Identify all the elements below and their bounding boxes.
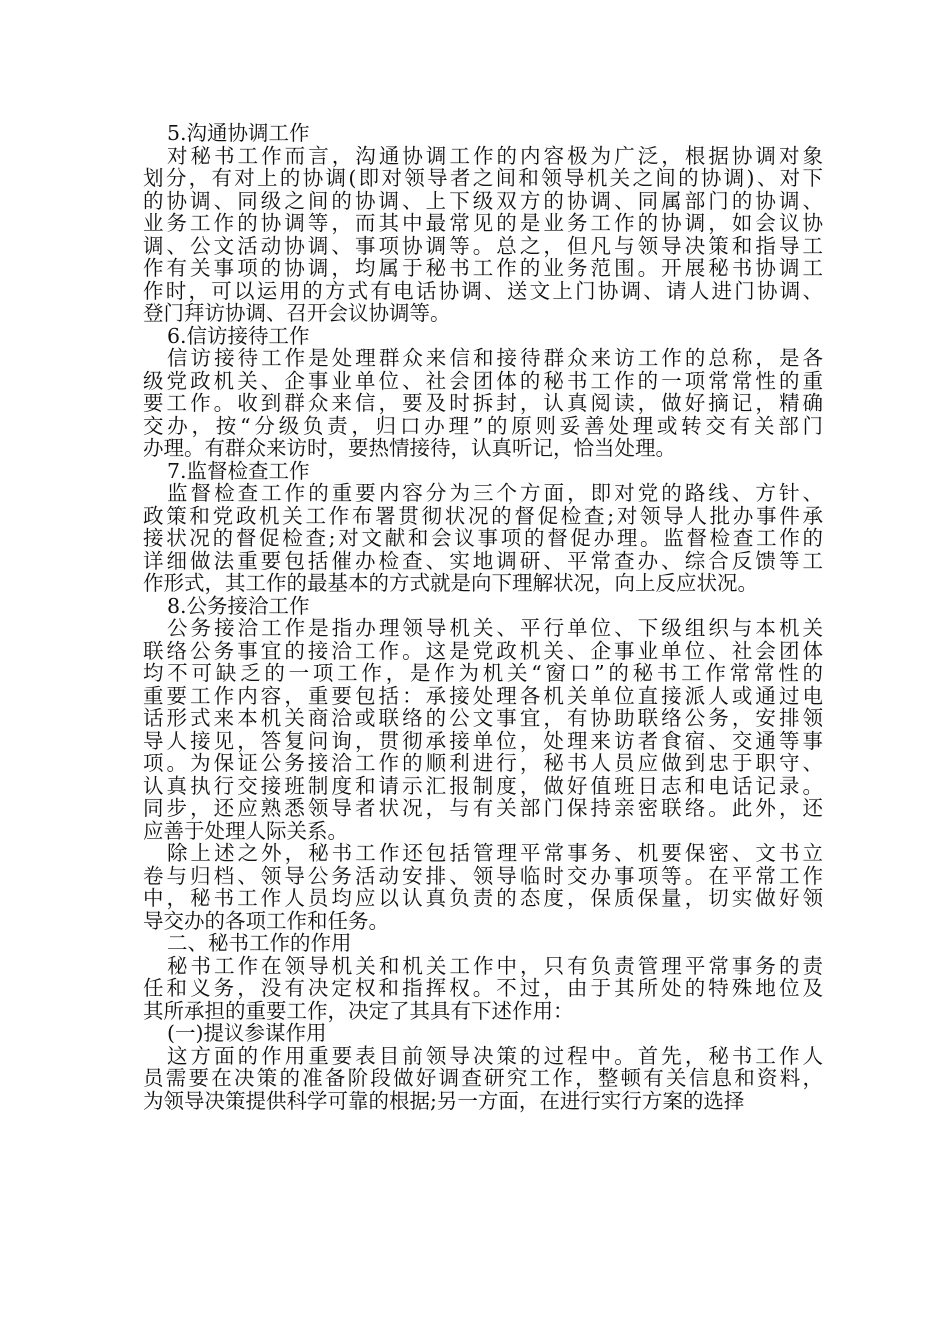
paragraph-line: 对秘书工作而言，沟通协调工作的内容极为广泛，根据协调对象: [167, 143, 823, 168]
paragraph-line: 任和义务，没有决定权和指挥权。不过，由于其所处的特殊地位及: [143, 976, 823, 1000]
paragraph-line: 除上述之外，秘书工作还包括管理平常事务、机要保密、文书立: [167, 841, 823, 865]
paragraph-line: 员需要在决策的准备阶段做好调查研究工作，整顿有关信息和资料，: [143, 1066, 823, 1090]
paragraph-line: 项。为保证公务接洽工作的顺利进行，秘书人员应做到忠于职守、: [143, 751, 823, 775]
paragraph-line: 均不可缺乏的一项工作，是作为机关“窗口”的秘书工作常常性的: [143, 661, 823, 685]
paragraph-line: 作有关事项的协调，均属于秘书工作的业务范围。开展秘书协调工: [143, 256, 823, 280]
paragraph-line: 政策和党政机关工作布署贯彻状况的督促检查;对领导人批办事件承: [143, 503, 823, 528]
paragraph-line: 登门拜访协调、召开会议协调等。: [143, 301, 451, 325]
paragraph-line: 监督检查工作的重要内容分为三个方面，即对党的路线、方针、: [167, 481, 823, 505]
paragraph-line: 话形式来本机关商洽或联络的公文事宜，有协助联络公务，安排领: [143, 706, 823, 730]
paragraph-line: 中，秘书工作人员均应以认真负责的态度，保质保量，切实做好领: [143, 886, 823, 910]
section-heading-communication: 5.沟通协调工作: [167, 121, 310, 145]
paragraph-line: 认真执行交接班制度和请示汇报制度，做好值班日志和电话记录。: [143, 773, 823, 798]
paragraph-line: 接状况的督促检查;对文献和会议事项的督促办理。监督检查工作的: [143, 526, 823, 550]
section-heading-reception: 8.公务接洽工作: [167, 593, 310, 618]
paragraph-line: 的协调、同级之间的协调、上下级双方的协调、同属部门的协调、: [143, 188, 823, 213]
paragraph-line: 卷与归档、领导公务活动安排、领导临时交办事项等。在平常工作: [143, 863, 823, 888]
paragraph-line: 秘书工作在领导机关和机关工作中，只有负责管理平常事务的责: [167, 953, 823, 978]
section-heading-role: 二、秘书工作的作用: [167, 931, 352, 955]
section-heading-supervision: 7.监督检查工作: [167, 458, 310, 483]
paragraph-line: 导人接见，答复问询，贯彻承接单位，处理来访者食宿、交通等事: [143, 728, 823, 753]
paragraph-line: 交办，按“分级负责，归口办理”的原则妥善处理或转交有关部门: [143, 413, 823, 438]
paragraph-line: 联络公务事宜的接洽工作。这是党政机关、企事业单位、社会团体: [143, 638, 823, 663]
paragraph-line: 重要工作内容，重要包括：承接处理各机关单位直接派人或通过电: [143, 683, 823, 708]
document-body: [143, 122, 823, 1112]
paragraph-line: 调、公文活动协调、事项协调等。总之，但凡与领导决策和指导工: [143, 233, 823, 258]
paragraph-line: 业务工作的协调等，而其中最常见的是业务工作的协调，如会议协: [143, 211, 823, 235]
paragraph-line: 要工作。收到群众来信，要及时拆封，认真阅读，做好摘记，精确: [143, 391, 823, 415]
paragraph-line: 为领导决策提供科学可靠的根据;另一方面，在进行实行方案的选择: [143, 1088, 745, 1113]
section-heading-advisory: (一)提议参谋作用: [167, 1021, 327, 1045]
paragraph-line: 同步，还应熟悉领导者状况，与有关部门保持亲密联络。此外，还: [143, 796, 823, 820]
paragraph-line: 作形式，其工作的最基本的方式就是向下理解状况，向上反应状况。: [143, 571, 758, 595]
paragraph-line: 这方面的作用重要表目前领导决策的过程中。首先，秘书工作人: [167, 1043, 823, 1068]
paragraph-line: 办理。有群众来访时，要热情接待，认真听记，恰当处理。: [143, 436, 676, 460]
paragraph-line: 详细做法重要包括催办检查、实地调研、平常查办、综合反馈等工: [143, 548, 823, 573]
section-heading-petition: 6.信访接待工作: [167, 323, 310, 348]
paragraph-line: 公务接洽工作是指办理领导机关、平行单位、下级组织与本机关: [167, 616, 823, 640]
paragraph-line: 作时，可以运用的方式有电话协调、送文上门协调、请人进门协调、: [143, 278, 823, 303]
paragraph-line: 信访接待工作是处理群众来信和接待群众来访工作的总称，是各: [167, 346, 823, 370]
paragraph-line: 级党政机关、企事业单位、社会团体的秘书工作的一项常常性的重: [143, 368, 823, 393]
paragraph-line: 导交办的各项工作和任务。: [143, 908, 389, 933]
paragraph-line: 应善于处理人际关系。: [143, 818, 348, 843]
paragraph-line: 划分，有对上的协调(即对领导者之间和领导机关之间的协调)、对下: [143, 166, 823, 190]
paragraph-line: 其所承担的重要工作，决定了其具有下述作用：: [143, 998, 574, 1023]
